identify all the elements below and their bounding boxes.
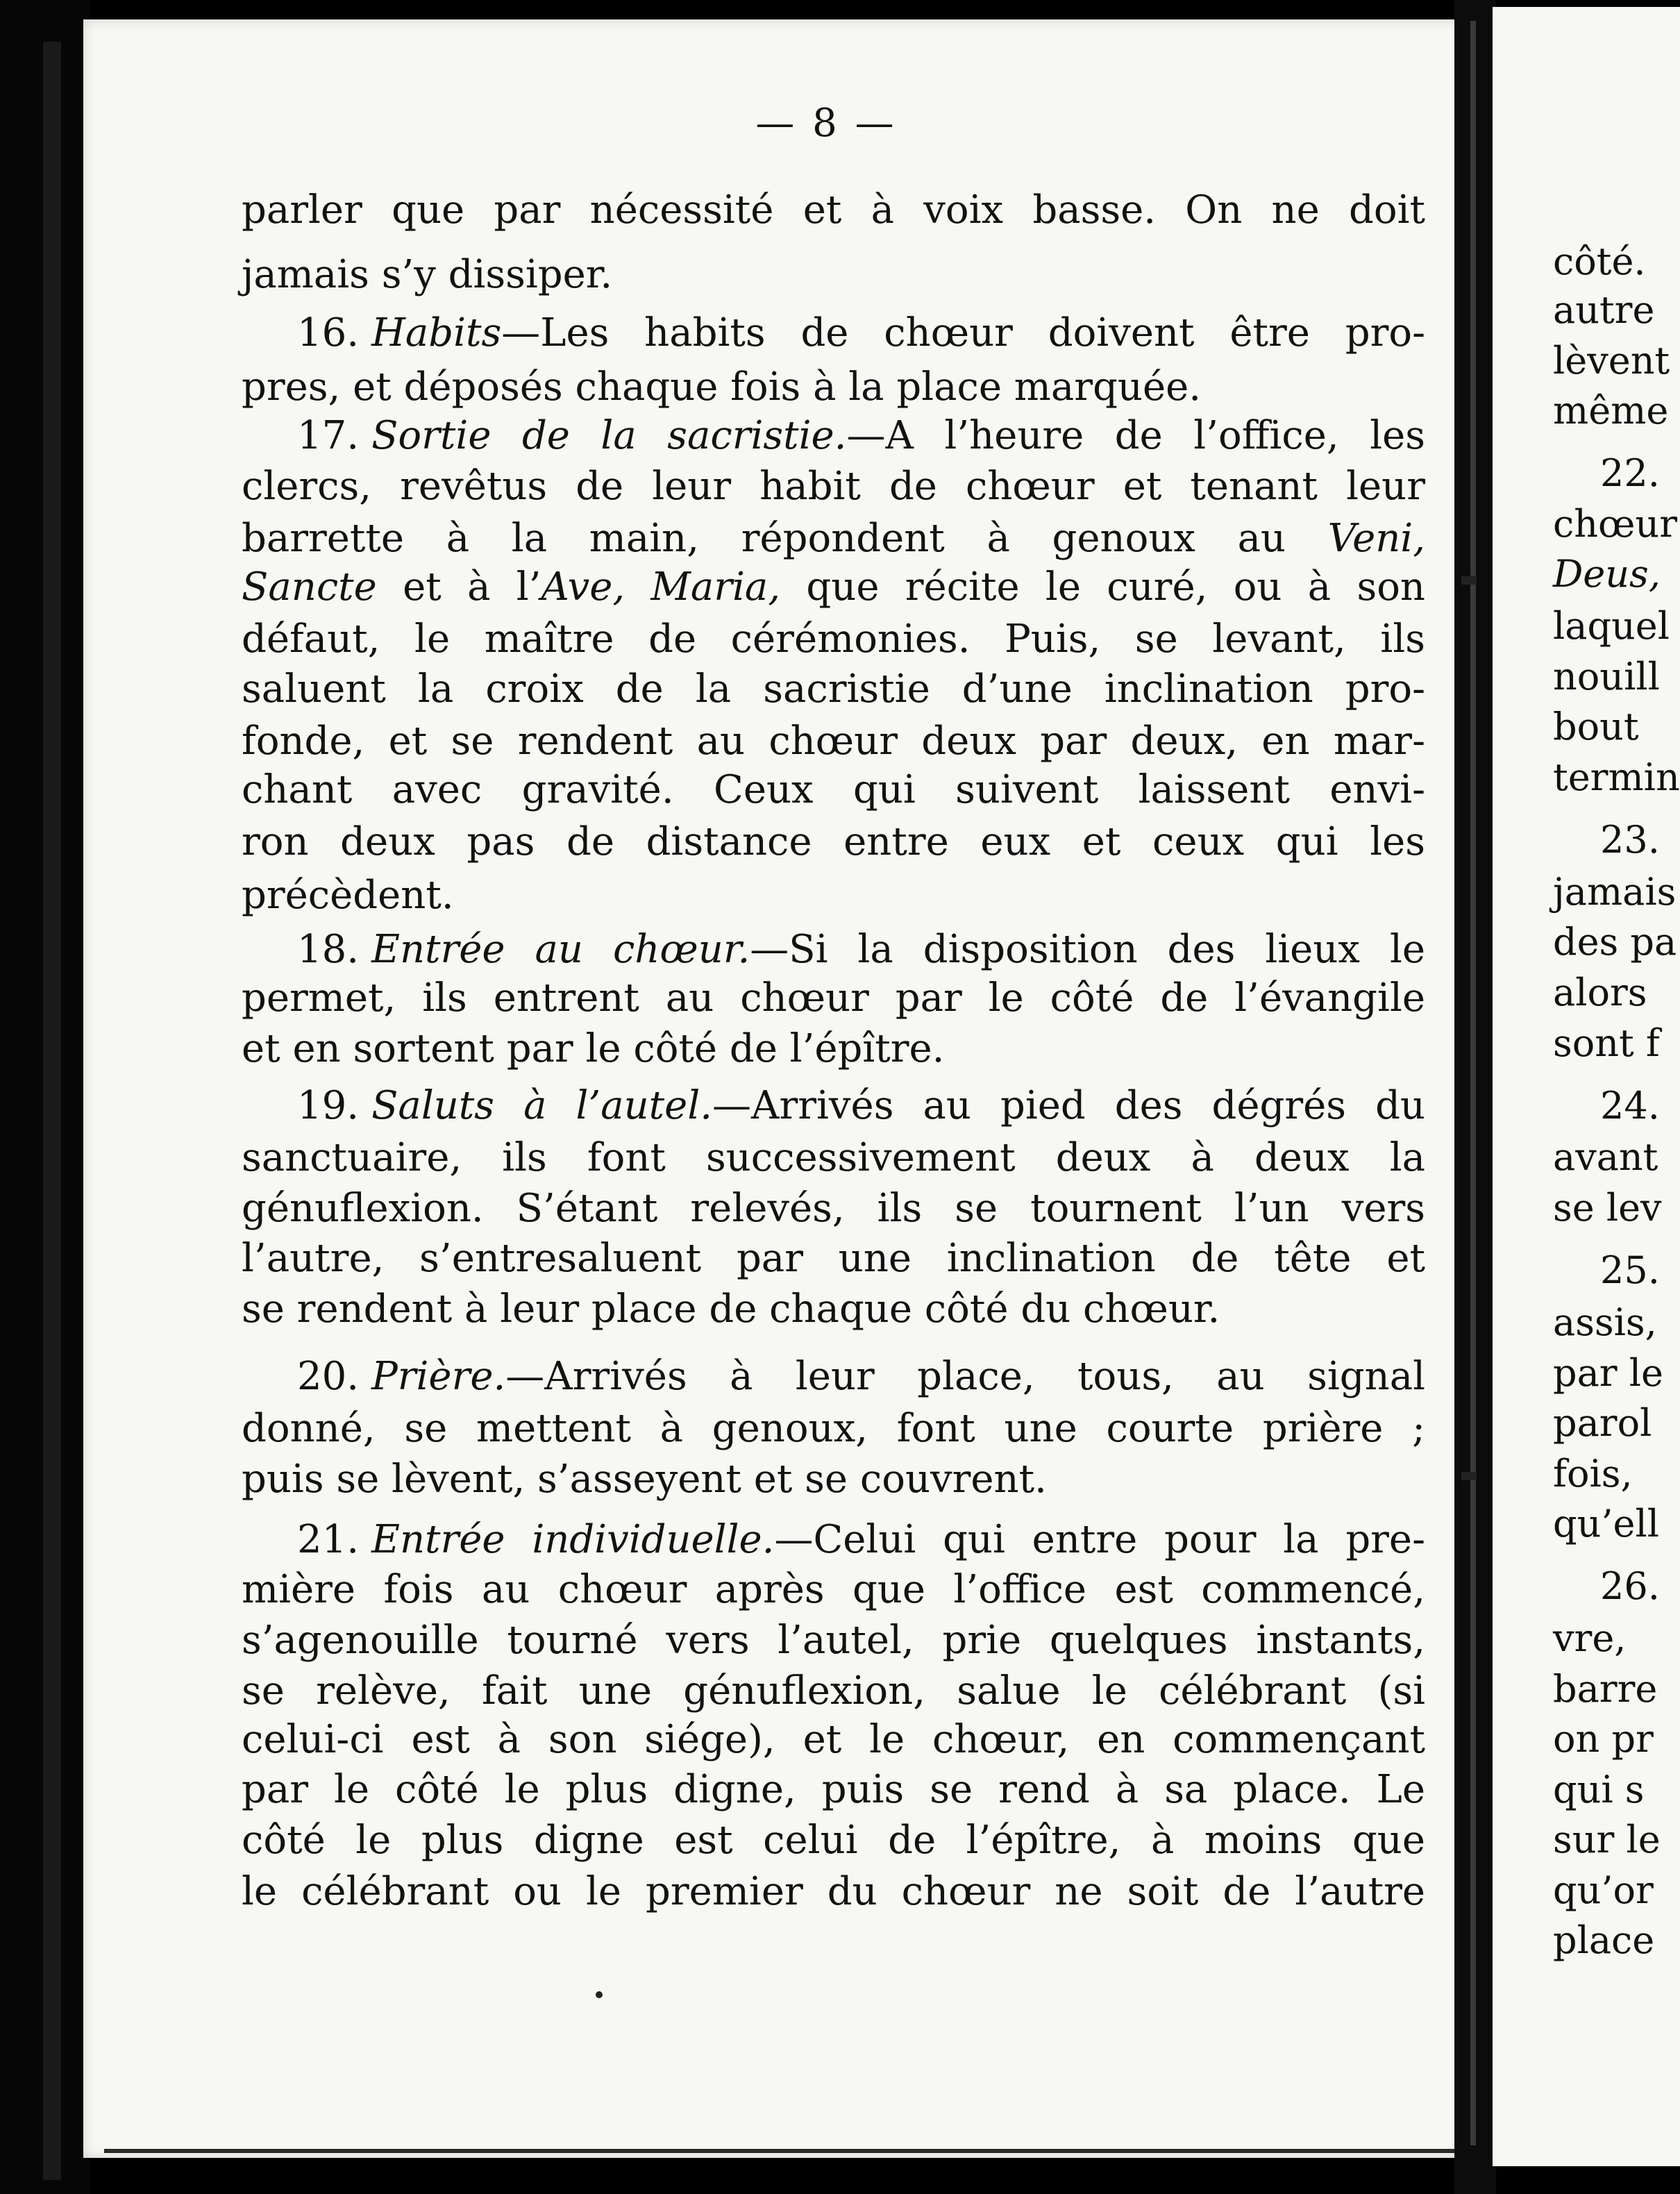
right-page-line: laquel	[1553, 604, 1670, 648]
text-line: l’autre, s’entresaluent par une inclination de tête et	[242, 1236, 1425, 1281]
text-line: et en sortent par le côté de l’épître.	[242, 1026, 945, 1071]
text-line: donné, se mettent à genoux, font une courte prière ;	[242, 1406, 1425, 1451]
page-number: — 8 —	[755, 101, 897, 146]
paragraph-text: —Les habits de chœur doivent être pro-	[501, 310, 1425, 355]
text-line: précèdent.	[242, 873, 454, 918]
paragraph-18	[242, 927, 1425, 972]
paragraph-17	[242, 413, 1425, 458]
right-page-line: sont f	[1553, 1021, 1660, 1065]
paragraph-title: Entrée au chœur.	[371, 927, 750, 972]
right-page-line: avant	[1553, 1135, 1658, 1179]
right-page-line: qui s	[1553, 1768, 1645, 1811]
right-page-line: parol	[1553, 1401, 1652, 1445]
text-line: défaut, le maître de cérémonies. Puis, se levant, ils	[242, 617, 1425, 662]
text-line: génuflexion. S’étant relevés, ils se tournent l’un vers	[242, 1186, 1425, 1231]
right-page-line: barre	[1553, 1667, 1658, 1711]
right-page-line: vre,	[1553, 1616, 1627, 1660]
latin-phrase: Sancte	[242, 564, 377, 610]
paragraph-number: 20.	[297, 1354, 360, 1399]
paragraph-text: —A l’heure de l’office, les	[846, 413, 1425, 458]
text-line: fonde, et se rendent au chœur deux par deux, en mar-	[242, 719, 1425, 764]
text-line: par le côté le plus digne, puis se rend à sa place. Le	[242, 1767, 1425, 1812]
text-line: puis se lèvent, s’asseyent et se couvrent.	[242, 1457, 1047, 1502]
text-line: clercs, revêtus de leur habit de chœur et tenant leur	[242, 464, 1425, 509]
right-page-line: nouill	[1553, 655, 1660, 698]
text-span: que récite le curé, ou à son	[780, 564, 1425, 610]
paragraph-title: Sortie de la sacristie.	[371, 413, 847, 458]
latin-phrase: Veni,	[1327, 516, 1425, 561]
paragraph-21	[242, 1517, 1425, 1562]
right-page-line: côté.	[1553, 240, 1646, 283]
paragraph-title: Prière.	[371, 1354, 506, 1399]
gutter-mark	[1461, 576, 1477, 585]
paragraph-text: —Arrivés à leur place, tous, au signal	[505, 1354, 1425, 1399]
text-line: mière fois au chœur après que l’office est commencé,	[242, 1567, 1425, 1612]
paragraph-number: 19.	[297, 1083, 360, 1128]
right-page-line: on pr	[1553, 1717, 1654, 1761]
right-page-line: fois,	[1553, 1452, 1633, 1496]
right-page-line: 24.	[1600, 1084, 1660, 1128]
paragraph-text: —Si la disposition des lieux le	[750, 927, 1425, 972]
paragraph-number: 17.	[297, 413, 360, 458]
right-page-line: qu’ell	[1553, 1502, 1660, 1546]
paragraph-text: —Arrivés au pied des dégrés du	[712, 1083, 1425, 1128]
right-page-line: même	[1553, 389, 1669, 433]
text-line: côté le plus digne est celui de l’épître, à moins que	[242, 1818, 1425, 1863]
text-line: permet, ils entrent au chœur par le côté de l’évangile	[242, 975, 1425, 1021]
right-page-line: 23.	[1600, 818, 1660, 862]
text-line	[242, 516, 1425, 561]
paragraph-text: —Celui qui entre pour la pre-	[774, 1517, 1425, 1562]
text-line: sanctuaire, ils font successivement deux à deux la	[242, 1135, 1425, 1180]
right-page-line: Deus,	[1553, 552, 1661, 596]
right-page-line: termin	[1553, 755, 1680, 799]
right-page-line: alors	[1553, 971, 1647, 1014]
text-line: ron deux pas de distance entre eux et ceux qui les	[242, 819, 1425, 864]
paragraph-title: Habits	[371, 310, 502, 355]
right-page-line: des pa	[1553, 920, 1677, 964]
right-page-line: autre	[1553, 288, 1655, 332]
right-page-line: jamais	[1553, 870, 1677, 914]
right-page-line: 25.	[1600, 1248, 1660, 1292]
text-span: et à l’	[376, 564, 541, 610]
ink-speck	[596, 1991, 603, 1998]
text-line: parler que par nécessité et à voix basse. On ne doit	[242, 187, 1425, 233]
right-page-line: assis,	[1553, 1300, 1657, 1344]
page-bottom-edge	[104, 2149, 1465, 2153]
paragraph-number: 16.	[297, 310, 360, 355]
right-page-line: sur le	[1553, 1818, 1661, 1861]
text-line	[242, 564, 1425, 610]
paragraph-19	[242, 1083, 1425, 1128]
right-page-line: chœur	[1553, 502, 1678, 546]
paragraph-number: 21.	[297, 1517, 360, 1562]
text-line: chant avec gravité. Ceux qui suivent laissent envi-	[242, 767, 1425, 812]
text-line: s’agenouille tourné vers l’autel, prie quelques instants,	[242, 1618, 1425, 1663]
text-line: se rendent à leur place de chaque côté du chœur.	[242, 1287, 1220, 1332]
paragraph-20	[242, 1354, 1425, 1399]
binding-strip	[43, 42, 61, 2180]
paragraph-number: 18.	[297, 927, 360, 972]
gutter-line	[1470, 21, 1476, 2145]
paragraph-16	[242, 310, 1425, 355]
text-line: se relève, fait une génuflexion, salue le célébrant (si	[242, 1668, 1425, 1714]
text-line: pres, et déposés chaque fois à la place marquée.	[242, 365, 1202, 410]
text-line: celui-ci est à son siége), et le chœur, en commençant	[242, 1717, 1425, 1762]
right-page-line: se lev	[1553, 1186, 1662, 1230]
right-page-line: 22.	[1600, 451, 1660, 495]
right-page-line: place	[1553, 1918, 1655, 1962]
text-span: barrette à la main, répondent à genoux au	[242, 516, 1328, 561]
right-page-line: bout	[1553, 705, 1639, 748]
right-page-line: par le	[1553, 1351, 1663, 1395]
latin-phrase: Ave, Maria,	[541, 564, 781, 610]
paragraph-title: Entrée individuelle.	[371, 1517, 775, 1562]
right-page-line: lèvent	[1553, 339, 1670, 383]
text-line: jamais s’y dissiper.	[242, 252, 613, 297]
gutter-mark	[1461, 1472, 1477, 1480]
paragraph-title: Saluts à l’autel.	[371, 1083, 713, 1128]
text-line: le célébrant ou le premier du chœur ne soit de l’autre	[242, 1869, 1425, 1914]
right-page-line: 26.	[1600, 1564, 1660, 1608]
right-page-line: qu’or	[1553, 1868, 1654, 1912]
text-line: saluent la croix de la sacristie d’une inclination pro-	[242, 667, 1425, 712]
